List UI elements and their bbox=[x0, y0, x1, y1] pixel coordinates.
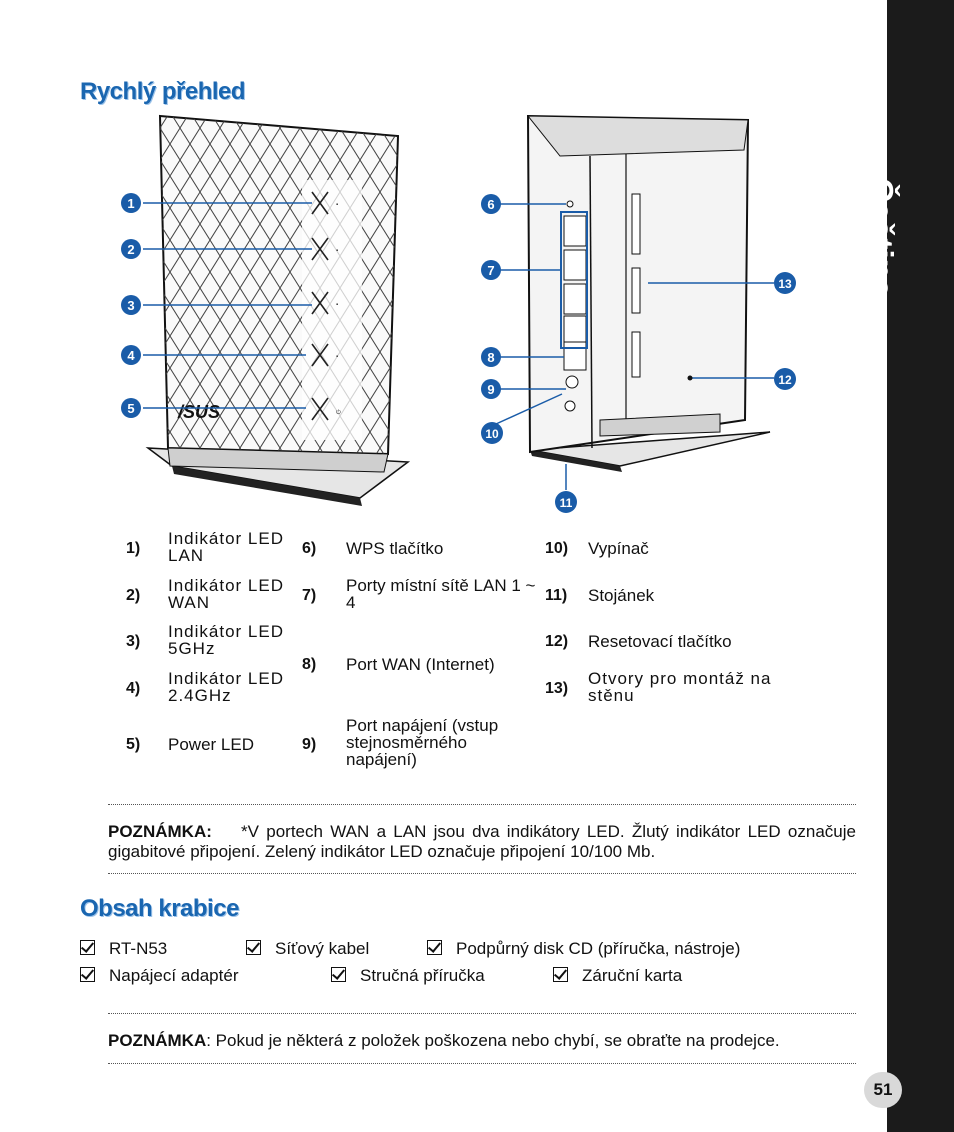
legend-num: 3) bbox=[126, 633, 141, 650]
svg-text:11: 11 bbox=[559, 496, 573, 510]
divider bbox=[108, 804, 856, 805]
legend-num: 1) bbox=[126, 540, 141, 557]
legend-text: Stojánek bbox=[588, 586, 655, 605]
language-tab-label: Čeština bbox=[863, 178, 900, 298]
legend-text: Indikátor LED LAN bbox=[168, 529, 284, 565]
note-text: : Pokud je některá z položek poškozena nebo chybí, se obraťte na prodejce. bbox=[206, 1031, 780, 1050]
box-item: Podpůrný disk CD (příručka, nástroje) bbox=[427, 939, 740, 959]
page-number: 51 bbox=[864, 1072, 902, 1108]
legend-num: 4) bbox=[126, 680, 141, 697]
legend-text: Indikátor LED 5GHz bbox=[168, 622, 284, 658]
svg-text:2: 2 bbox=[127, 242, 135, 257]
divider bbox=[108, 1013, 856, 1014]
svg-text:6: 6 bbox=[487, 197, 495, 212]
box-item: Záruční karta bbox=[553, 966, 682, 986]
note-text: *V portech WAN a LAN jsou dva indikátory LED. Žlutý indikátor LED označuje gigabitové připojení. Zelený indikátor LED označuje připojení 10/100 Mb. bbox=[108, 822, 856, 861]
checkbox-checked-icon bbox=[246, 940, 261, 955]
svg-text:13: 13 bbox=[778, 277, 792, 291]
legend-num: 10) bbox=[545, 540, 569, 557]
checkbox-checked-icon bbox=[80, 940, 95, 955]
svg-text:▪: ▪ bbox=[336, 248, 339, 254]
divider bbox=[108, 1063, 856, 1064]
svg-text:▪: ▪ bbox=[336, 202, 339, 208]
legend-num: 5) bbox=[126, 736, 141, 753]
svg-text:12: 12 bbox=[778, 373, 792, 387]
legend-text: Otvory pro montáž na stěnu bbox=[588, 669, 772, 705]
svg-text:8: 8 bbox=[487, 350, 495, 365]
legend-text: Indikátor LED WAN bbox=[168, 576, 284, 612]
legend-num: 2) bbox=[126, 587, 141, 604]
checkbox-checked-icon bbox=[553, 967, 568, 982]
section-title-box-contents: Obsah krabice bbox=[80, 895, 239, 922]
legend-num: 6) bbox=[302, 540, 317, 557]
legend-text: Port napájení (vstup stejnosměrného napájení) bbox=[346, 716, 499, 769]
checkbox-checked-icon bbox=[427, 940, 442, 955]
legend-text: WPS tlačítko bbox=[346, 539, 444, 558]
router-illustration bbox=[0, 100, 880, 520]
router-front-view bbox=[148, 116, 408, 506]
legend-num: 9) bbox=[302, 736, 317, 753]
svg-text:▪: ▪ bbox=[336, 354, 339, 360]
svg-text:3: 3 bbox=[127, 298, 135, 313]
box-item: Stručná příručka bbox=[331, 966, 485, 986]
legend-num: 11) bbox=[545, 587, 568, 604]
svg-text:⏻: ⏻ bbox=[336, 410, 341, 416]
note-label: POZNÁMKA bbox=[108, 1031, 207, 1050]
svg-text:1: 1 bbox=[127, 196, 135, 211]
legend-num: 12) bbox=[545, 633, 569, 650]
checkbox-checked-icon bbox=[80, 967, 95, 982]
box-item: Síťový kabel bbox=[246, 939, 369, 959]
legend-num: 8) bbox=[302, 656, 317, 673]
legend-text: Port WAN (Internet) bbox=[346, 655, 495, 674]
legend-num: 13) bbox=[545, 680, 569, 697]
note-missing-items bbox=[108, 1031, 856, 1051]
legend-text: Vypínač bbox=[588, 539, 649, 558]
svg-text:/SUS: /SUS bbox=[178, 402, 221, 422]
divider bbox=[108, 873, 856, 874]
legend-text: Porty místní sítě LAN 1 ~ 4 bbox=[346, 576, 536, 612]
svg-text:4: 4 bbox=[127, 348, 135, 363]
legend-num: 7) bbox=[302, 587, 317, 604]
legend-text: Indikátor LED 2.4GHz bbox=[168, 669, 284, 705]
note-label: POZNÁMKA: bbox=[108, 822, 212, 841]
svg-text:▪: ▪ bbox=[336, 302, 339, 308]
legend-text: Power LED bbox=[168, 735, 254, 754]
box-item: RT-N53 bbox=[80, 939, 167, 959]
box-item: Napájecí adaptér bbox=[80, 966, 238, 986]
legend-text: Resetovací tlačítko bbox=[588, 632, 732, 651]
svg-text:10: 10 bbox=[485, 427, 499, 441]
note-led bbox=[108, 822, 856, 862]
router-back-view bbox=[528, 116, 770, 472]
svg-text:7: 7 bbox=[487, 263, 495, 278]
svg-text:9: 9 bbox=[487, 382, 495, 397]
section-title-overview: Rychlý přehled bbox=[80, 78, 246, 105]
language-sidebar bbox=[887, 0, 954, 1132]
checkbox-checked-icon bbox=[331, 967, 346, 982]
svg-text:5: 5 bbox=[127, 401, 135, 416]
